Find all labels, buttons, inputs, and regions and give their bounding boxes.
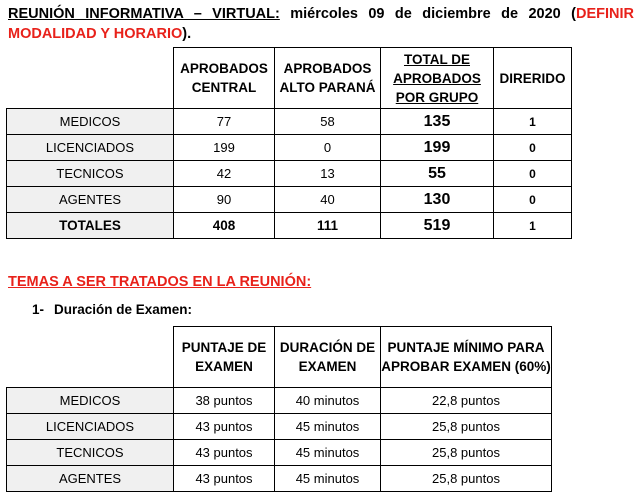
- row-label: AGENTES: [7, 187, 174, 213]
- row-label: TECNICOS: [7, 161, 174, 187]
- header-puntaje: PUNTAJE DE EXAMEN: [174, 327, 275, 388]
- cell-diferido: 0: [494, 135, 572, 161]
- table-row: [7, 466, 552, 492]
- cell-total: 135: [381, 109, 494, 135]
- item-number: 1-: [32, 302, 45, 317]
- row-label: MEDICOS: [7, 388, 174, 414]
- cell-puntaje: 43 puntos: [174, 440, 275, 466]
- cell-diferido: 1: [494, 109, 572, 135]
- header-alto-parana: APROBADOS ALTO PARANÁ: [275, 48, 381, 109]
- totals-row: [7, 213, 572, 239]
- table-header-row: [7, 48, 572, 109]
- exam-table: [6, 326, 552, 492]
- cell-alto: 58: [275, 109, 381, 135]
- meeting-note: DEFINIR MODALIDAD Y HORARIO: [8, 6, 634, 42]
- topics-title: TEMAS A SER TRATADOS EN LA REUNIÓN:: [8, 274, 312, 290]
- totals-diferido: 1: [494, 213, 572, 239]
- row-label: LICENCIADOS: [7, 135, 174, 161]
- table-row: [7, 414, 552, 440]
- header-corner: [7, 48, 174, 109]
- document-heading: [8, 4, 634, 44]
- cell-total: 130: [381, 187, 494, 213]
- cell-diferido: 0: [494, 161, 572, 187]
- row-label: AGENTES: [7, 466, 174, 492]
- cell-duracion: 45 minutos: [275, 414, 381, 440]
- cell-duracion: 45 minutos: [275, 466, 381, 492]
- cell-minimo: 25,8 puntos: [381, 414, 552, 440]
- cell-minimo: 22,8 puntos: [381, 388, 552, 414]
- table-row: [7, 161, 572, 187]
- totals-alto: 111: [275, 213, 381, 239]
- cell-alto: 40: [275, 187, 381, 213]
- header-corner: [7, 327, 174, 388]
- cell-duracion: 45 minutos: [275, 440, 381, 466]
- totals-total: 519: [381, 213, 494, 239]
- table-header-row: [7, 327, 552, 388]
- totals-central: 408: [174, 213, 275, 239]
- header-minimo: PUNTAJE MÍNIMO PARA APROBAR EXAMEN (60%): [381, 327, 552, 388]
- cell-puntaje: 43 puntos: [174, 466, 275, 492]
- meeting-date: miércoles 09 de diciembre de 2020 (: [279, 6, 576, 22]
- header-central: APROBADOS CENTRAL: [174, 48, 275, 109]
- cell-puntaje: 43 puntos: [174, 414, 275, 440]
- table-row: [7, 388, 552, 414]
- cell-central: 77: [174, 109, 275, 135]
- cell-diferido: 0: [494, 187, 572, 213]
- table-row: [7, 109, 572, 135]
- row-label: MEDICOS: [7, 109, 174, 135]
- header-duracion: DURACIÓN DE EXAMEN: [275, 327, 381, 388]
- cell-central: 42: [174, 161, 275, 187]
- row-label: TECNICOS: [7, 440, 174, 466]
- table-row: [7, 440, 552, 466]
- header-total: TOTAL DE APROBADOS POR GRUPO: [381, 48, 494, 109]
- cell-alto: 13: [275, 161, 381, 187]
- cell-duracion: 40 minutos: [275, 388, 381, 414]
- item-label: Duración de Examen:: [54, 302, 193, 317]
- heading-close: ).: [182, 26, 192, 42]
- table-row: [7, 135, 572, 161]
- cell-puntaje: 38 puntos: [174, 388, 275, 414]
- cell-minimo: 25,8 puntos: [381, 440, 552, 466]
- agenda-item-1: [32, 302, 192, 317]
- row-label: LICENCIADOS: [7, 414, 174, 440]
- approved-table: [6, 47, 572, 239]
- totals-label: TOTALES: [7, 213, 174, 239]
- cell-alto: 0: [275, 135, 381, 161]
- cell-total: 199: [381, 135, 494, 161]
- header-diferido: DIRERIDO: [494, 48, 572, 109]
- cell-total: 55: [381, 161, 494, 187]
- cell-central: 90: [174, 187, 275, 213]
- meeting-title: REUNIÓN INFORMATIVA – VIRTUAL:: [8, 6, 280, 22]
- cell-central: 199: [174, 135, 275, 161]
- table-row: [7, 187, 572, 213]
- cell-minimo: 25,8 puntos: [381, 466, 552, 492]
